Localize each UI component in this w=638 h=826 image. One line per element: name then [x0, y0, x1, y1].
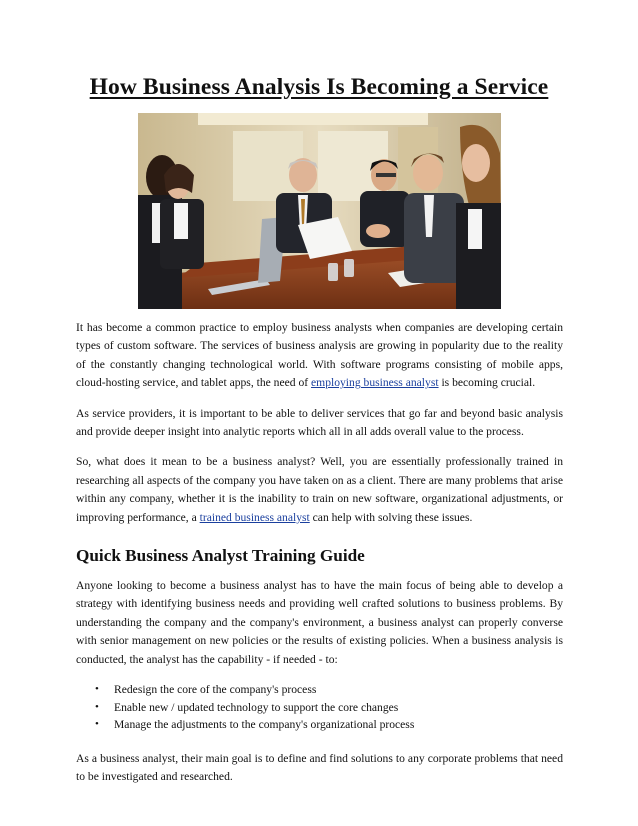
trained-business-analyst-link[interactable]: trained business analyst: [199, 510, 310, 524]
paragraph-closing: As a business analyst, their main goal is to define and find solutions to any corporate problems that need to be investigated and researched.: [76, 751, 563, 783]
bullet-icon: •: [95, 718, 99, 731]
capability-list: [76, 681, 563, 734]
list-item-text: Enable new / updated technology to support the core changes: [114, 700, 399, 714]
list-item: [76, 681, 563, 699]
section-heading: Quick Business Analyst Training Guide: [76, 546, 365, 566]
paragraph-text: can help with solving these issues.: [309, 510, 473, 524]
paragraph-service-providers: As service providers, it is important to be able to deliver services that go far and beyond basic analysis and provide deeper insight into analytic reports which all in all adds overall value to the process.: [76, 406, 563, 439]
list-item: [76, 699, 563, 717]
list-item-text: Manage the adjustments to the company's organizational process: [114, 718, 415, 732]
list-item-text: Redesign the core of the company's process: [114, 683, 317, 697]
employing-business-analyst-link[interactable]: employing business analyst: [311, 376, 439, 390]
article-body: [76, 319, 563, 798]
bullet-icon: •: [95, 683, 99, 696]
page-title: How Business Analysis Is Becoming a Service: [89, 74, 549, 100]
paragraph-text: So, what does it mean to be a business analyst? Well, you are essentially professionally trained in researching all aspects of the company you have taken on as a client. There are many problems that arise within any company, whether it is the inability to train on new software, organizational adjustments, or improving performance, a: [76, 455, 563, 524]
paragraph-text: is becoming crucial.: [438, 376, 536, 390]
meeting-photo: [138, 113, 501, 309]
paragraph-training-intro: Anyone looking to become a business analyst has to have the main focus of being able to develop a strategy with identifying business needs and providing well crafted solutions to business problems. By understanding the company and the company's environment, a business analyst can properly converse with senior management on new policies or the results of existing policies. When a business analysis is conducted, the analyst has the capability - if needed - to:: [76, 579, 563, 666]
list-item: [76, 716, 563, 734]
paragraph-text: It has become a common practice to employ business analysts when companies are developing certain types of custom software. The services of business analysis are growing in popularity due to the reality of the constantly changing technological world. With software programs consisting of mobile apps, cloud-hosting service, and tablet apps, the need of: [76, 321, 563, 390]
bullet-icon: •: [95, 700, 99, 713]
meeting-illustration: [138, 113, 501, 309]
paragraph-intro: [76, 319, 563, 393]
paragraph-what-it-means: [76, 453, 563, 527]
